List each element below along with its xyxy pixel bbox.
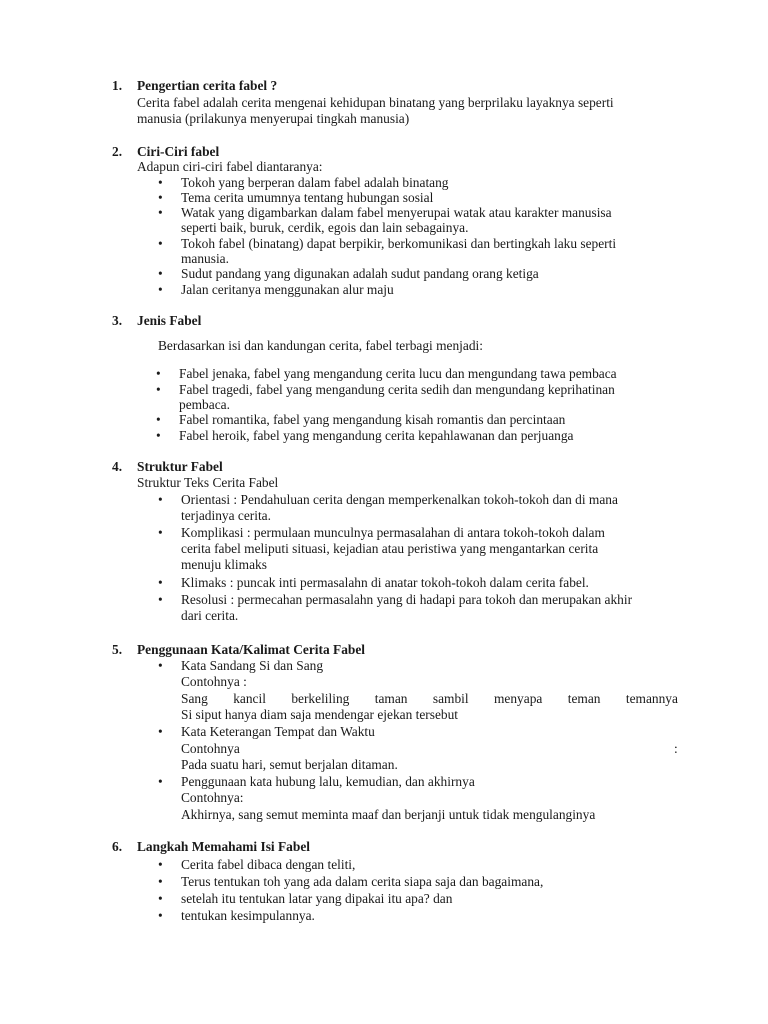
section-4-title: Struktur Fabel: [137, 459, 223, 474]
bullet-marker: •: [158, 575, 163, 590]
list-item: Tokoh fabel (binatang) dapat berpikir, berkomunikasi dan bertingkah laku seperti: [181, 236, 617, 251]
bullet-marker: •: [156, 428, 161, 443]
list-item: Kata Sandang Si dan Sang: [181, 658, 324, 673]
list-item-continuation: menuju klimaks: [181, 557, 267, 572]
list-item: Tema cerita umumnya tentang hubungan sosial: [181, 190, 434, 205]
section-1-title: Pengertian cerita fabel ?: [137, 78, 278, 93]
bullet-marker: •: [158, 857, 163, 872]
list-item: Klimaks : puncak inti permasalahn di anatar tokoh-tokoh dalam cerita fabel.: [181, 575, 589, 590]
example-colon: :: [674, 741, 678, 756]
bullet-marker: •: [158, 592, 163, 607]
example-word: menyapa: [494, 691, 543, 706]
example-word: berkeliling: [291, 691, 350, 706]
section-1-text-line-2: manusia (prilakunya menyerupai tingkah manusia): [137, 111, 410, 126]
bullet-marker: •: [158, 908, 163, 923]
bullet-marker: •: [158, 658, 163, 673]
list-item-continuation: pembaca.: [179, 397, 230, 412]
section-5-title: Penggunaan Kata/Kalimat Cerita Fabel: [137, 642, 366, 657]
bullet-marker: •: [158, 774, 163, 789]
list-item: Komplikasi : permulaan munculnya permasalahan di antara tokoh-tokoh dalam: [181, 525, 605, 540]
bullet-marker: •: [158, 266, 163, 281]
list-item: Kata Keterangan Tempat dan Waktu: [181, 724, 375, 739]
example-word: kancil: [233, 691, 266, 706]
example-word: temannya: [625, 691, 678, 706]
bullet-marker: •: [158, 525, 163, 540]
bullet-marker: •: [158, 190, 163, 205]
section-4-number: 4.: [112, 459, 123, 474]
example-line: Si siput hanya diam saja mendengar ejekan tersebut: [181, 707, 459, 722]
bullet-marker: •: [158, 175, 163, 190]
example-label: Contohnya :: [181, 674, 247, 689]
list-item: Jalan ceritanya menggunakan alur maju: [181, 282, 394, 297]
example-label: Contohnya: [181, 741, 240, 756]
bullet-marker: •: [156, 382, 161, 397]
list-item: Fabel romantika, fabel yang mengandung kisah romantis dan percintaan: [179, 412, 566, 427]
list-item: Cerita fabel dibaca dengan teliti,: [181, 857, 356, 872]
bullet-marker: •: [158, 236, 163, 251]
example-label: Contohnya:: [181, 790, 244, 805]
section-5-number: 5.: [112, 642, 123, 657]
section-2-number: 2.: [112, 144, 123, 159]
section-3-title: Jenis Fabel: [137, 313, 202, 328]
bullet-marker: •: [158, 874, 163, 889]
section-4-intro: Struktur Teks Cerita Fabel: [137, 475, 279, 490]
section-1-number: 1.: [112, 78, 123, 93]
list-item-continuation: manusia.: [181, 251, 229, 266]
bullet-marker: •: [158, 891, 163, 906]
list-item-continuation: seperti baik, buruk, cerdik, egois dan lain sebagainya.: [181, 220, 469, 235]
list-item-continuation: dari cerita.: [181, 608, 239, 623]
list-item: Penggunaan kata hubung lalu, kemudian, dan akhirnya: [181, 774, 475, 789]
section-6-number: 6.: [112, 839, 123, 854]
section-1-text-line-1: Cerita fabel adalah cerita mengenai kehidupan binatang yang berprilaku layaknya seperti: [137, 95, 614, 110]
section-6-title: Langkah Memahami Isi Fabel: [137, 839, 310, 854]
list-item-continuation: cerita fabel meliputi situasi, kejadian atau peristiwa yang mengantarkan cerita: [181, 541, 599, 556]
section-3-intro: Berdasarkan isi dan kandungan cerita, fabel terbagi menjadi:: [158, 338, 483, 353]
list-item: Fabel jenaka, fabel yang mengandung cerita lucu dan mengundang tawa pembaca: [179, 366, 617, 381]
list-item: Fabel tragedi, fabel yang mengandung cerita sedih dan mengundang keprihatinan: [179, 382, 615, 397]
bullet-marker: •: [158, 724, 163, 739]
bullet-marker: •: [156, 366, 161, 381]
example-word: taman: [374, 691, 408, 706]
list-item: Orientasi : Pendahuluan cerita dengan memperkenalkan tokoh-tokoh dan di mana: [181, 492, 618, 507]
list-item: Watak yang digambarkan dalam fabel menyerupai watak atau karakter manusisa: [181, 205, 612, 220]
bullet-marker: •: [156, 412, 161, 427]
list-item: Resolusi : permecahan permasalahn yang di hadapi para tokoh dan merupakan akhir: [181, 592, 633, 607]
example-word: teman: [567, 691, 601, 706]
section-2-title: Ciri-Ciri fabel: [137, 144, 220, 159]
list-item: setelah itu tentukan latar yang dipakai itu apa? dan: [181, 891, 453, 906]
bullet-marker: •: [158, 205, 163, 220]
example-word: Sang: [181, 691, 208, 706]
list-item: Sudut pandang yang digunakan adalah sudut pandang orang ketiga: [181, 266, 539, 281]
list-item-continuation: terjadinya cerita.: [181, 508, 271, 523]
bullet-marker: •: [158, 282, 163, 297]
list-item: Fabel heroik, fabel yang mengandung cerita kepahlawanan dan perjuanga: [179, 428, 574, 443]
list-item: tentukan kesimpulannya.: [181, 908, 315, 923]
example-line: Akhirnya, sang semut meminta maaf dan berjanji untuk tidak mengulanginya: [181, 807, 596, 822]
example-word: sambil: [432, 691, 469, 706]
example-line-justified: [181, 691, 678, 707]
section-3-number: 3.: [112, 313, 123, 328]
list-item: Terus tentukan toh yang ada dalam cerita siapa saja dan bagaimana,: [181, 874, 544, 889]
section-2-intro: Adapun ciri-ciri fabel diantaranya:: [137, 159, 323, 174]
example-line: Pada suatu hari, semut berjalan ditaman.: [181, 757, 398, 772]
list-item: Tokoh yang berperan dalam fabel adalah binatang: [181, 175, 449, 190]
bullet-marker: •: [158, 492, 163, 507]
